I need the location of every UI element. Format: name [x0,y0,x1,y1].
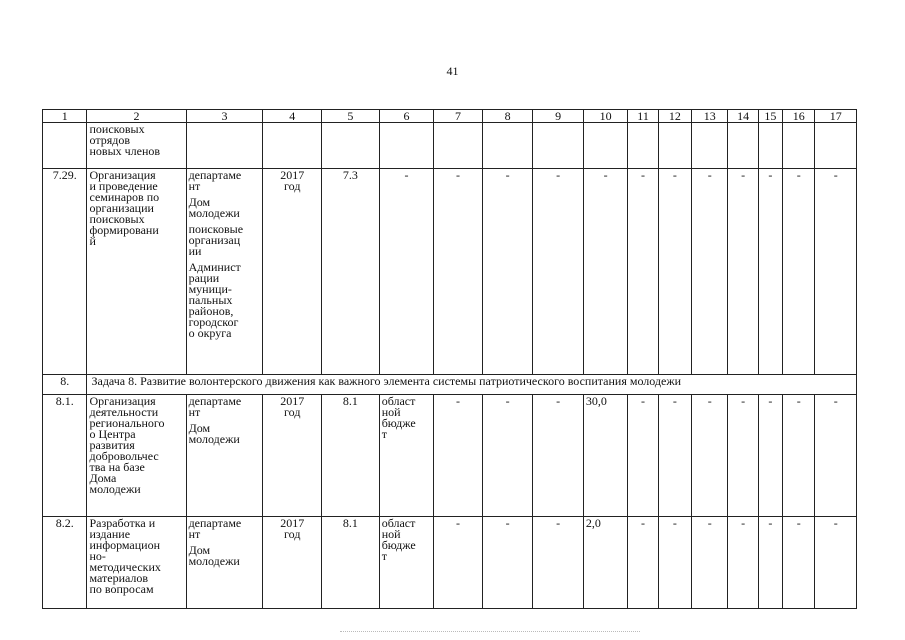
cell-text: по вопросам [89,582,154,596]
cell-text: методических [89,560,161,574]
cell-text: т [381,427,387,441]
value-c14 [728,123,758,169]
executors [186,169,263,375]
indicator-link [322,123,380,169]
cell-text: Разработка и [89,516,156,530]
term [263,123,322,169]
column-number: 6 [379,110,434,123]
row-number: 7.29. [43,169,87,375]
value-c15: - [758,395,782,517]
cell-text: област [381,516,416,530]
cell-text: Организация [89,394,156,408]
cell-text: т [381,549,387,563]
cell-text: молодежи [89,482,141,496]
cell-text: - [404,168,409,182]
row-number: 8.1. [43,395,87,517]
cell-text: поисковых [89,122,145,136]
table-row [43,375,857,395]
activity-name [87,123,186,169]
value-c13 [692,123,728,169]
value-c12 [658,123,691,169]
cell-text: й [89,234,96,248]
cell-text: молодежи [188,554,240,568]
value-c16: - [783,169,815,375]
value-c11: - [628,395,658,517]
value-c16: - [783,395,815,517]
value-c13: - [692,395,728,517]
funding-source [379,169,434,375]
column-number: 10 [583,110,627,123]
cell-text: 2017 [280,394,305,408]
cell-text: Дом [188,421,211,435]
value-c15: - [758,169,782,375]
value-c17: - [815,169,857,375]
value-c8: - [482,169,533,375]
cell-text: молодежи [188,206,240,220]
cell-text: поисковых [89,212,145,226]
cell-text: 2017 [280,168,305,182]
value-c9: - [533,395,584,517]
cell-text: бюдже [381,416,416,430]
column-number: 12 [658,110,691,123]
cell-text: нт [188,405,201,419]
table-row [43,517,857,609]
header-row [43,110,857,123]
value-c17 [815,123,857,169]
cell-text: год [284,179,301,193]
column-number: 5 [322,110,380,123]
scan-artifact [340,631,640,634]
value-c12: - [658,517,691,609]
value-c13: - [692,517,728,609]
funding-source [379,395,434,517]
value-c8: - [482,395,533,517]
table-row [43,123,857,169]
cell-text: поисковые [188,222,244,236]
column-number: 9 [533,110,584,123]
cell-text: нт [188,527,201,541]
cell-text: Дом [188,543,211,557]
value-c11: - [628,169,658,375]
column-number: 17 [815,110,857,123]
activity-name [87,395,186,517]
cell-text: ной [381,405,401,419]
value-c7: - [434,517,483,609]
funding-source [379,517,434,609]
value-c12: - [658,395,691,517]
value-c7: - [434,169,483,375]
cell-text: год [284,527,301,541]
cell-text: организации [89,201,154,215]
column-number: 1 [43,110,87,123]
value-c10: 30,0 [583,395,627,517]
value-c17: - [815,395,857,517]
row-number: 8.2. [43,517,87,609]
cell-text: Организация [89,168,156,182]
activity-name [87,169,186,375]
term [263,169,322,375]
cell-text: департаме [188,516,242,530]
value-c9 [533,123,584,169]
cell-text: пальных [188,293,233,307]
cell-text: но- [89,549,106,563]
cell-text: издание [89,527,131,541]
executors [186,517,263,609]
term [263,395,322,517]
cell-text: о Центра [89,427,136,441]
cell-text: деятельности [89,405,159,419]
value-c15 [758,123,782,169]
column-number: 13 [692,110,728,123]
column-number: 4 [263,110,322,123]
value-c7 [434,123,483,169]
cell-text: о округа [188,326,232,340]
value-c16: - [783,517,815,609]
column-number: 15 [758,110,782,123]
cell-text: 2017 [280,516,305,530]
term [263,517,322,609]
cell-text: семинаров по [89,190,160,204]
executors [186,123,263,169]
column-number: 8 [482,110,533,123]
cell-text: год [284,405,301,419]
cell-text: новых членов [89,144,161,158]
cell-text: материалов [89,571,149,585]
table-row [43,395,857,517]
value-c8: - [482,517,533,609]
funding-source [379,123,434,169]
column-number: 14 [728,110,758,123]
cell-text: регионального [89,416,165,430]
cell-text: отрядов [89,133,131,147]
cell-text: рации [188,271,220,285]
value-c17: - [815,517,857,609]
cell-text: районов, [188,304,234,318]
value-c14: - [728,517,758,609]
cell-text: формировани [89,223,159,237]
executors [186,395,263,517]
value-c8 [482,123,533,169]
cell-text: нт [188,179,201,193]
value-c11: - [628,517,658,609]
column-number: 2 [87,110,186,123]
indicator-link: 7.3 [322,169,380,375]
cell-text: ии [188,244,202,258]
cell-text: организац [188,233,241,247]
indicator-link: 8.1 [322,517,380,609]
cell-text: бюдже [381,538,416,552]
value-c10: 2,0 [583,517,627,609]
value-c12: - [658,169,691,375]
row-number [43,123,87,169]
cell-text: тва на базе [89,460,145,474]
value-c14: - [728,395,758,517]
value-c11 [628,123,658,169]
value-c15: - [758,517,782,609]
indicator-link: 8.1 [322,395,380,517]
page-number: 41 [446,64,459,78]
column-number: 7 [434,110,483,123]
cell-text: городског [188,315,239,329]
program-table [42,109,857,609]
value-c9: - [533,169,584,375]
cell-text: Дом [188,195,211,209]
column-number: 16 [783,110,815,123]
column-number: 3 [186,110,263,123]
cell-text: Админист [188,260,241,274]
cell-text: молодежи [188,432,240,446]
cell-text: муници- [188,282,232,296]
cell-text: област [381,394,416,408]
cell-text: добровольчес [89,449,159,463]
row-number: 8. [43,375,87,395]
value-c13: - [692,169,728,375]
value-c10 [583,123,627,169]
activity-name [87,517,186,609]
value-c14: - [728,169,758,375]
value-c9: - [533,517,584,609]
column-number: 11 [628,110,658,123]
cell-text: департаме [188,394,242,408]
cell-text: развития [89,438,135,452]
value-c16 [783,123,815,169]
cell-text: ной [381,527,401,541]
cell-text: информацион [89,538,161,552]
value-c10: - [583,169,627,375]
cell-text: департаме [188,168,242,182]
task-title: Задача 8. Развитие волонтерского движения как важного элемента системы патриотического воспитания молодежи [87,375,857,395]
cell-text: и проведение [89,179,158,193]
value-c7: - [434,395,483,517]
cell-text: Дома [89,471,117,485]
table-row [43,169,857,375]
table-body [43,110,857,609]
